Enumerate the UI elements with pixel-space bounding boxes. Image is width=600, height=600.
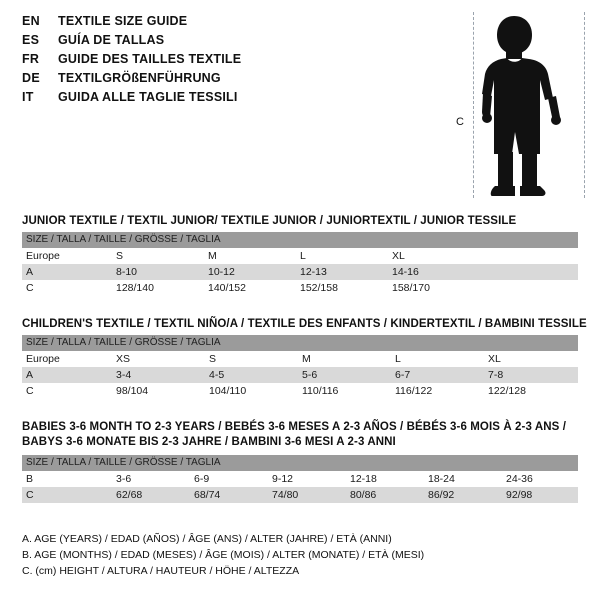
cell: 10-12 bbox=[204, 264, 296, 280]
header-row bbox=[22, 90, 442, 109]
section-junior-textile bbox=[22, 215, 578, 296]
row-key: Europe bbox=[22, 248, 112, 264]
cell: 140/152 bbox=[204, 280, 296, 296]
header-row bbox=[22, 52, 442, 71]
cell bbox=[480, 264, 578, 280]
band-label: SIZE / TALLA / TAILLE / GRÖSSE / TAGLIA bbox=[22, 232, 578, 248]
table-row bbox=[22, 367, 578, 383]
section-title: CHILDREN'S TEXTILE / TEXTIL NIÑO/A / TEXTILE DES ENFANTS / KINDERTEXTIL / BAMBINI TESSILE bbox=[22, 318, 587, 330]
table-row bbox=[22, 280, 578, 296]
cell: 3-4 bbox=[112, 367, 205, 383]
cell: 4-5 bbox=[205, 367, 298, 383]
cell: 122/128 bbox=[484, 383, 578, 399]
cell: 3-6 bbox=[112, 471, 190, 487]
footnote-c: C. (cm) HEIGHT / ALTURA / HAUTEUR / HÖHE / ALTEZZA bbox=[22, 565, 300, 577]
row-key: C bbox=[22, 487, 112, 503]
table-band-header bbox=[22, 232, 578, 248]
header-row bbox=[22, 33, 442, 52]
cell: 86/92 bbox=[424, 487, 502, 503]
footnote-a: A. AGE (YEARS) / EDAD (AÑOS) / ÂGE (ANS) / ALTER (JAHRE) / ETÀ (ANNI) bbox=[22, 533, 392, 545]
row-key: C bbox=[22, 280, 112, 296]
size-table-babies bbox=[22, 455, 578, 503]
cell: 62/68 bbox=[112, 487, 190, 503]
section-title: BABIES 3-6 MONTH TO 2-3 YEARS / BEBÉS 3-6 MESES A 2-3 AÑOS / BÉBÉS 3-6 MOIS À 2-3 ANS / BABYS 3-6 MONATE BIS 2-3 JAHRE / BAMBINI 3-6 MESI A 2-3 ANNI bbox=[22, 421, 566, 448]
child-silhouette-icon bbox=[478, 14, 580, 198]
cell: 24-36 bbox=[502, 471, 578, 487]
cell: XL bbox=[484, 351, 578, 367]
band-label: SIZE / TALLA / TAILLE / GRÖSSE / TAGLIA bbox=[22, 455, 578, 471]
cell: S bbox=[205, 351, 298, 367]
cell: 152/158 bbox=[296, 280, 388, 296]
language-code: IT bbox=[22, 90, 34, 104]
cell: 80/86 bbox=[346, 487, 424, 503]
size-table-junior bbox=[22, 232, 578, 296]
cell: 14-16 bbox=[388, 264, 480, 280]
section-babies-textile bbox=[22, 420, 578, 503]
table-row bbox=[22, 248, 578, 264]
cell: L bbox=[391, 351, 484, 367]
footnote-b: B. AGE (MONTHS) / EDAD (MESES) / ÂGE (MOIS) / ALTER (MONATE) / ETÀ (MESI) bbox=[22, 549, 425, 561]
table-band-header bbox=[22, 335, 578, 351]
header-row bbox=[22, 71, 442, 90]
guide-title: GUÍA DE TALLAS bbox=[58, 33, 165, 47]
header-row bbox=[22, 14, 442, 33]
guide-title: GUIDA ALLE TAGLIE TESSILI bbox=[58, 90, 238, 104]
size-table-children bbox=[22, 335, 578, 399]
row-key: A bbox=[22, 367, 112, 383]
measure-label-c: C bbox=[456, 116, 464, 128]
cell: 7-8 bbox=[484, 367, 578, 383]
guide-title: GUIDE DES TAILLES TEXTILE bbox=[58, 52, 242, 66]
measure-guide-line-left bbox=[473, 12, 474, 198]
cell: 116/122 bbox=[391, 383, 484, 399]
cell bbox=[480, 280, 578, 296]
cell: 92/98 bbox=[502, 487, 578, 503]
row-key: A bbox=[22, 264, 112, 280]
table-band-header bbox=[22, 455, 578, 471]
table-row bbox=[22, 471, 578, 487]
cell: 128/140 bbox=[112, 280, 204, 296]
table-row bbox=[22, 487, 578, 503]
language-code: EN bbox=[22, 14, 40, 28]
guide-title: TEXTILGRÖßENFÜHRUNG bbox=[58, 71, 221, 85]
cell: 18-24 bbox=[424, 471, 502, 487]
cell: 74/80 bbox=[268, 487, 346, 503]
table-row bbox=[22, 351, 578, 367]
cell: 158/170 bbox=[388, 280, 480, 296]
cell: 98/104 bbox=[112, 383, 205, 399]
cell: 6-9 bbox=[190, 471, 268, 487]
section-title: JUNIOR TEXTILE / TEXTIL JUNIOR/ TEXTILE JUNIOR / JUNIORTEXTIL / JUNIOR TESSILE bbox=[22, 215, 517, 227]
cell: 68/74 bbox=[190, 487, 268, 503]
cell: 12-13 bbox=[296, 264, 388, 280]
row-key: C bbox=[22, 383, 112, 399]
cell: S bbox=[112, 248, 204, 264]
footnotes bbox=[22, 531, 578, 579]
cell: 6-7 bbox=[391, 367, 484, 383]
table-row bbox=[22, 264, 578, 280]
cell: M bbox=[298, 351, 391, 367]
measurement-diagram bbox=[440, 10, 590, 200]
row-key: Europe bbox=[22, 351, 112, 367]
cell: XL bbox=[388, 248, 480, 264]
cell: 9-12 bbox=[268, 471, 346, 487]
cell bbox=[480, 248, 578, 264]
language-code: ES bbox=[22, 33, 40, 47]
cell: 104/110 bbox=[205, 383, 298, 399]
section-childrens-textile bbox=[22, 318, 587, 399]
language-code: DE bbox=[22, 71, 40, 85]
cell: 12-18 bbox=[346, 471, 424, 487]
cell: 5-6 bbox=[298, 367, 391, 383]
cell: XS bbox=[112, 351, 205, 367]
cell: L bbox=[296, 248, 388, 264]
cell: M bbox=[204, 248, 296, 264]
cell: 110/116 bbox=[298, 383, 391, 399]
measure-guide-line-right bbox=[584, 12, 585, 198]
language-code: FR bbox=[22, 52, 40, 66]
table-row bbox=[22, 383, 578, 399]
row-key: B bbox=[22, 471, 112, 487]
cell: 8-10 bbox=[112, 264, 204, 280]
band-label: SIZE / TALLA / TAILLE / GRÖSSE / TAGLIA bbox=[22, 335, 578, 351]
language-title-block bbox=[22, 14, 442, 109]
guide-title: TEXTILE SIZE GUIDE bbox=[58, 14, 188, 28]
